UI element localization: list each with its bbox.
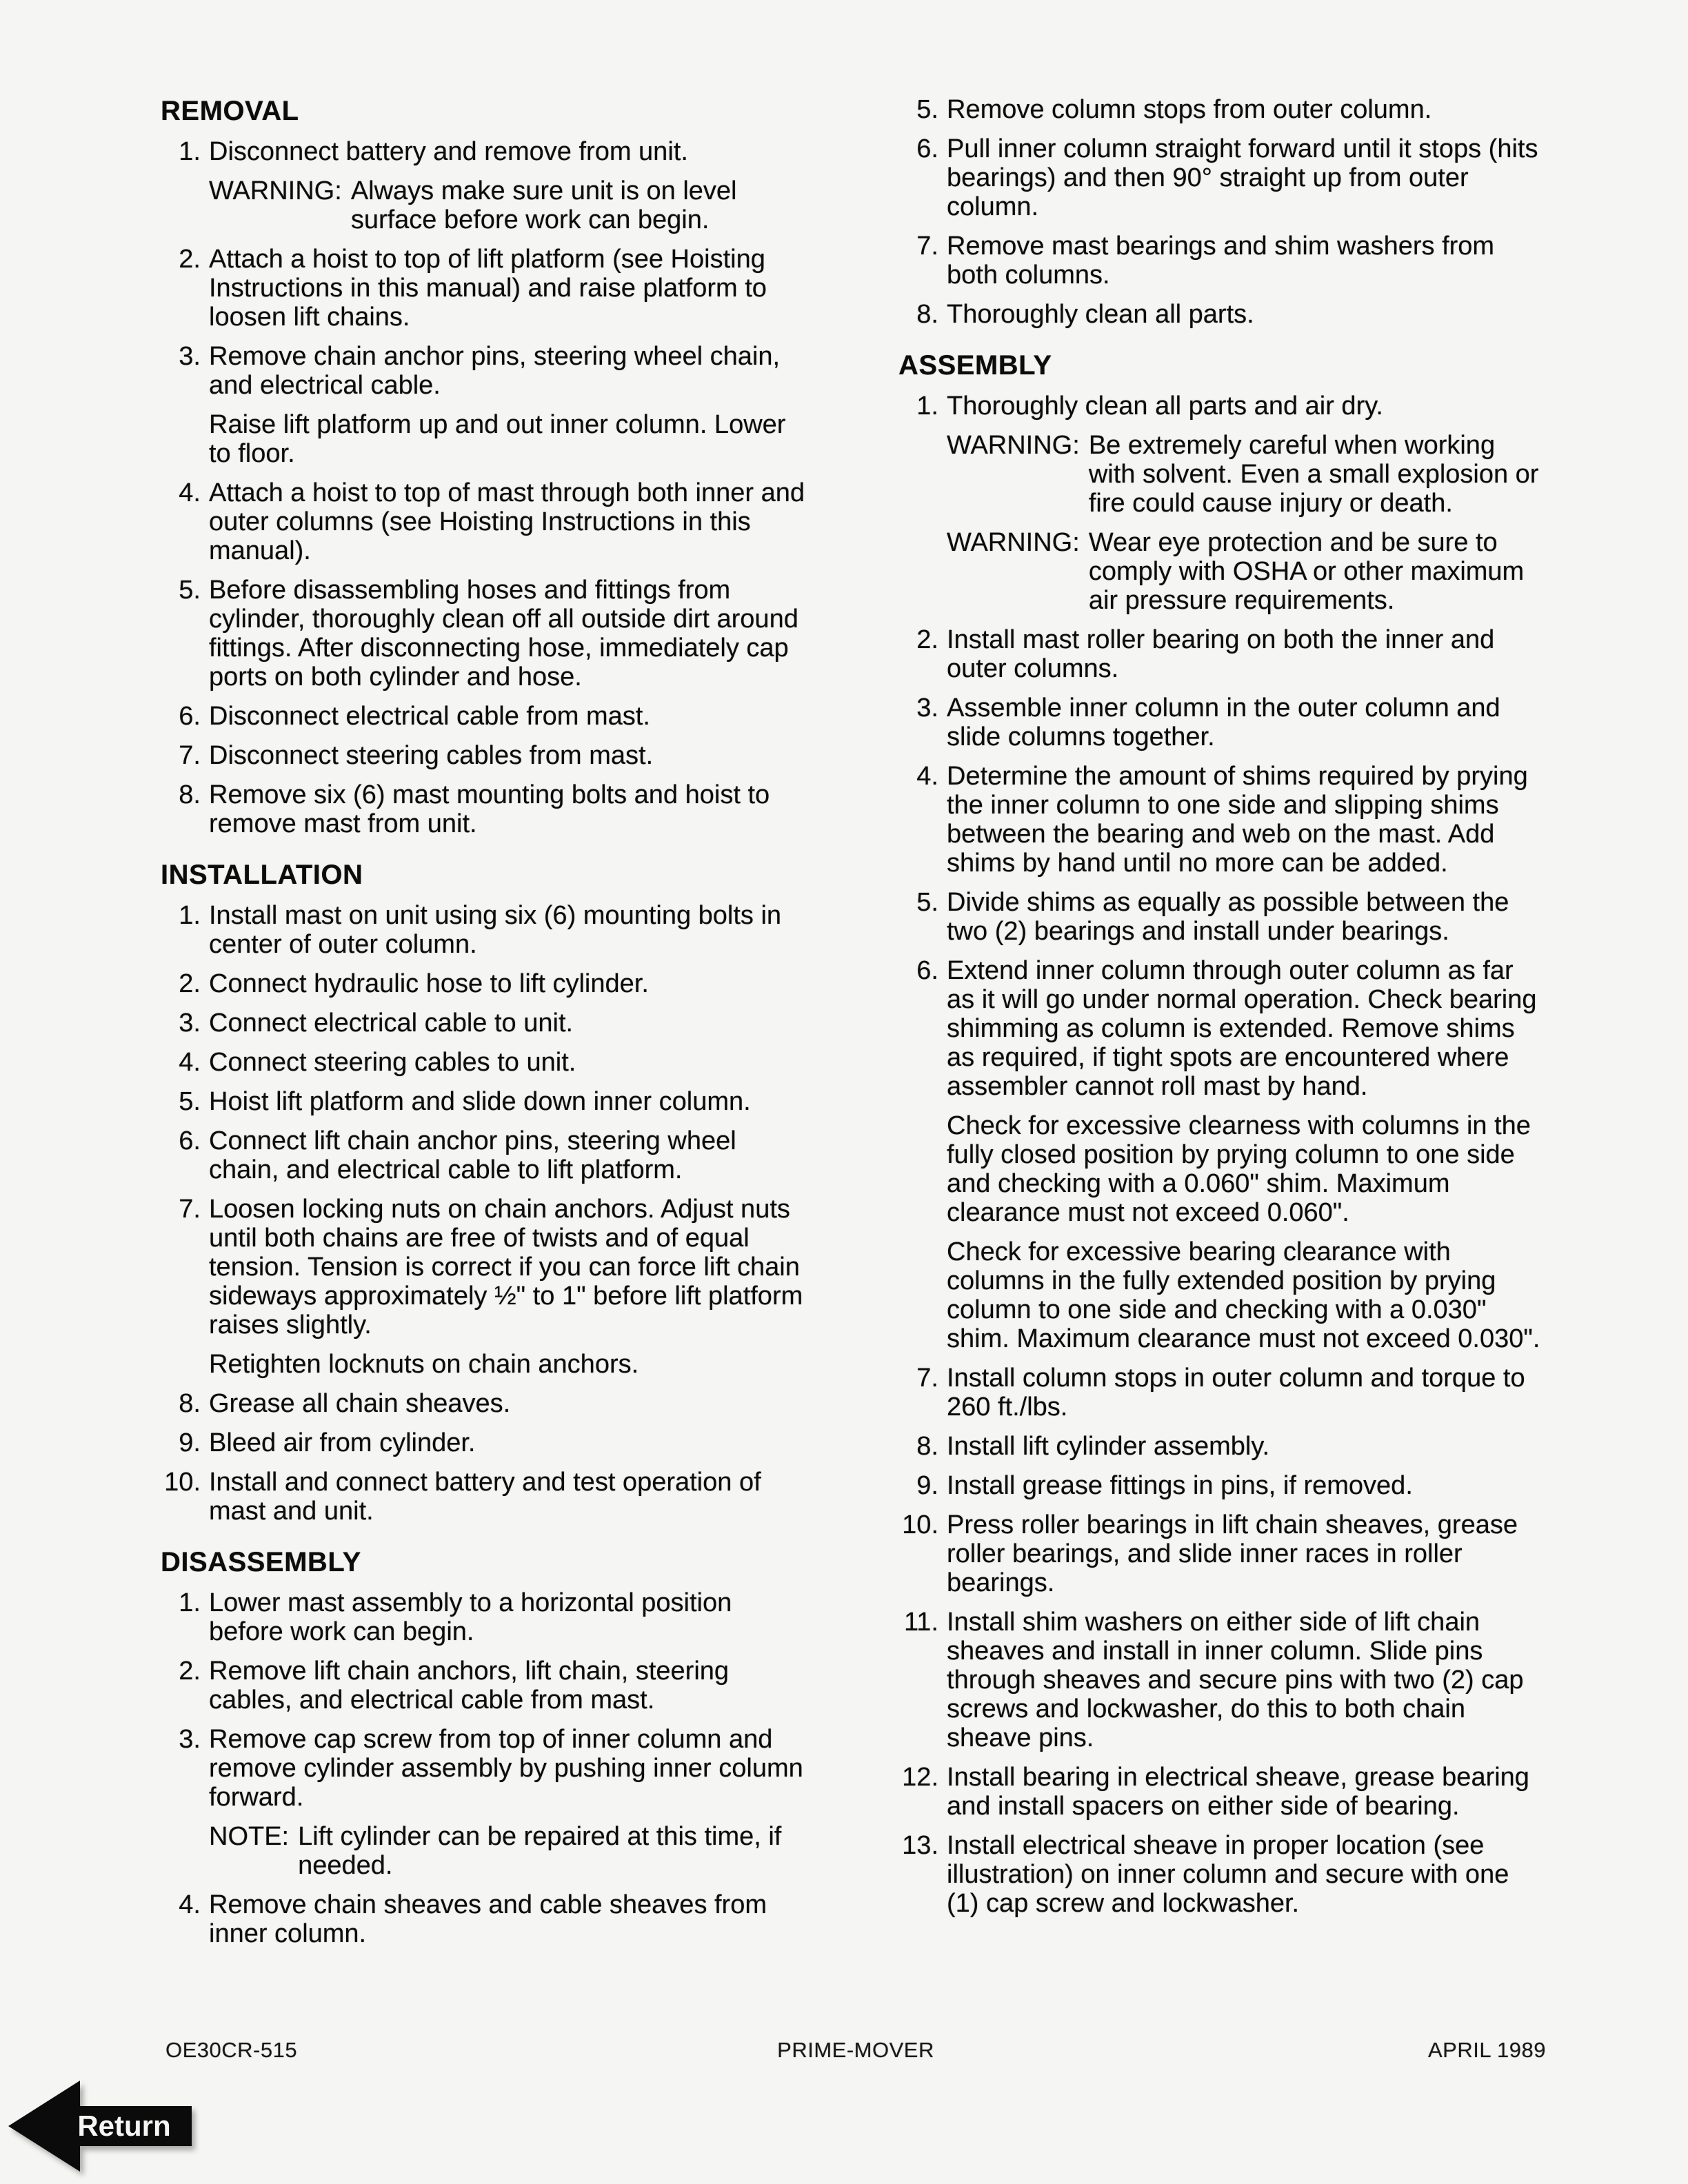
left-column: [161, 95, 810, 1948]
item-number: 1.: [916, 392, 938, 421]
item-number: 4.: [179, 478, 201, 507]
list-item: [161, 741, 810, 770]
list-item: [161, 702, 810, 731]
list-item: [161, 780, 810, 838]
item-number: 10.: [164, 1468, 201, 1497]
item-number: 9.: [916, 1471, 938, 1500]
footer-date: APRIL 1989: [1427, 2038, 1546, 2062]
item-number: 1.: [179, 137, 201, 166]
item-number: 5.: [916, 95, 938, 124]
item-number: 6.: [179, 1126, 201, 1155]
list-item: [898, 1510, 1548, 1597]
block-label: WARNING:: [947, 431, 1080, 460]
item-text: Remove column stops from outer column.: [947, 95, 1432, 124]
return-button[interactable]: [8, 2081, 193, 2173]
list-item: [161, 1725, 810, 1812]
list-item: [161, 1428, 810, 1457]
section-heading-disassembly: DISASSEMBLY: [161, 1547, 361, 1577]
list-item: [161, 1468, 810, 1526]
list-item: [161, 576, 810, 691]
return-button-label: Return: [57, 2106, 192, 2146]
item-text: Disconnect battery and remove from unit.: [209, 137, 688, 166]
item-number: 3.: [916, 694, 938, 722]
item-text: Grease all chain sheaves.: [209, 1389, 511, 1418]
page-footer: [165, 2038, 1546, 2063]
item-number: 8.: [179, 1389, 201, 1418]
list-item: [161, 342, 810, 400]
item-number: 9.: [179, 1428, 201, 1457]
item-text: Disconnect steering cables from mast.: [209, 741, 654, 770]
list-item: [898, 134, 1548, 221]
item-text: Remove chain anchor pins, steering wheel chain, and electrical cable.: [209, 342, 781, 400]
item-number: 2.: [179, 1657, 201, 1686]
block-text: Lift cylinder can be repaired at this time, if needed.: [298, 1822, 782, 1880]
list-item: [161, 245, 810, 332]
item-number: 2.: [179, 969, 201, 998]
item-text: Install lift cylinder assembly.: [947, 1432, 1270, 1461]
list-item: [161, 901, 810, 959]
item-text: Determine the amount of shims required by prying the inner column to one side and slipping shims between the bearing and web on the mast. Add shims by hand until no more can be added.: [947, 762, 1528, 878]
item-text: Remove lift chain anchors, lift chain, steering cables, and electrical cable from mast.: [209, 1657, 730, 1715]
item-text: Divide shims as equally as possible between the two (2) bearings and install under bearings.: [947, 888, 1509, 946]
item-number: 6.: [916, 956, 938, 985]
right-column: [898, 95, 1548, 1948]
list-item: [898, 956, 1548, 1101]
item-text: Connect electrical cable to unit.: [209, 1009, 574, 1038]
item-text: Install bearing in electrical sheave, grease bearing and install spacers on either side of bearing.: [947, 1763, 1529, 1821]
item-number: 2.: [916, 625, 938, 654]
item-number: 4.: [179, 1048, 201, 1077]
section-heading-installation: INSTALLATION: [161, 860, 363, 890]
paragraph: Check for excessive bearing clearance with columns in the fully extended position by prying column to one side and checking with a 0.030" shim. Maximum clearance must not exceed 0.030".: [947, 1237, 1540, 1353]
list-item: [161, 1087, 810, 1116]
item-number: 11.: [903, 1608, 938, 1637]
item-number: 5.: [916, 888, 938, 917]
item-text: Bleed air from cylinder.: [209, 1428, 476, 1457]
paragraph: Check for excessive clearness with columns in the fully closed position by prying column to one side and checking with a 0.060" shim. Maximum clearance must not exceed 0.060".: [947, 1111, 1531, 1227]
list-item: [161, 478, 810, 565]
item-number: 7.: [916, 232, 938, 261]
note-block: [209, 1822, 810, 1880]
list-item: [898, 1608, 1548, 1752]
list-item: [161, 1657, 810, 1715]
item-number: 8.: [179, 780, 201, 809]
item-text: Loosen locking nuts on chain anchors. Adjust nuts until both chains are free of twists and of equal tension. Tension is correct if you can force lift chain sideways approximately ½" to 1" before lift platform raises slightly.: [209, 1195, 803, 1339]
item-text: Remove cap screw from top of inner column and remove cylinder assembly by pushing inner column forward.: [209, 1725, 803, 1812]
item-number: 7.: [179, 741, 201, 770]
item-text: Thoroughly clean all parts and air dry.: [947, 392, 1383, 421]
list-item: [898, 1471, 1548, 1500]
item-text: Install mast on unit using six (6) mounting bolts in center of outer column.: [209, 901, 782, 959]
item-number: 7.: [179, 1195, 201, 1224]
paragraph: Raise lift platform up and out inner column. Lower to floor.: [209, 410, 786, 468]
item-text: Connect hydraulic hose to lift cylinder.: [209, 969, 649, 998]
section-heading-assembly: ASSEMBLY: [898, 350, 1052, 381]
item-number: 8.: [916, 300, 938, 329]
item-text: Extend inner column through outer column as far as it will go under normal operation. Check bearing shimming as column is extended. Remove shims as required, if tight spots are encountered where assembler cannot roll mast by hand.: [947, 956, 1537, 1101]
list-item: [898, 232, 1548, 290]
list-item: [898, 625, 1548, 683]
list-item: [898, 1763, 1548, 1821]
warning-block: [947, 431, 1548, 518]
paragraph: Retighten locknuts on chain anchors.: [209, 1350, 639, 1379]
section-heading-removal: REMOVAL: [161, 96, 299, 126]
block-label: NOTE:: [209, 1822, 290, 1851]
footer-doc-number: OE30CR-515: [165, 2038, 298, 2062]
item-number: 8.: [916, 1432, 938, 1461]
item-number: 3.: [179, 1009, 201, 1038]
list-item: [161, 1126, 810, 1184]
list-item: [898, 1831, 1548, 1918]
item-number: 3.: [179, 1725, 201, 1754]
item-text: Install and connect battery and test operation of mast and unit.: [209, 1468, 761, 1526]
list-item: [898, 762, 1548, 878]
list-item: [898, 888, 1548, 946]
page-columns: [161, 95, 1548, 1948]
item-text: Install column stops in outer column and torque to 260 ft./lbs.: [947, 1364, 1525, 1422]
item-text: Install electrical sheave in proper location (see illustration) on inner column and secure with one (1) cap screw and lockwasher.: [947, 1831, 1509, 1918]
item-number: 13.: [902, 1831, 938, 1860]
item-number: 5.: [179, 1087, 201, 1116]
item-number: 5.: [179, 576, 201, 605]
item-number: 1.: [179, 1588, 201, 1617]
block-text: Be extremely careful when working with solvent. Even a small explosion or fire could cause injury or death.: [1088, 431, 1539, 518]
item-text: Connect lift chain anchor pins, steering wheel chain, and electrical cable to lift platform.: [209, 1126, 736, 1184]
footer-publication: PRIME-MOVER: [777, 2038, 934, 2062]
item-number: 6.: [916, 134, 938, 163]
list-item: [898, 694, 1548, 751]
item-text: Lower mast assembly to a horizontal position before work can begin.: [209, 1588, 732, 1646]
list-item: [161, 1009, 810, 1038]
item-number: 2.: [179, 245, 201, 274]
item-text: Connect steering cables to unit.: [209, 1048, 576, 1077]
list-item: [898, 95, 1548, 124]
item-text: Install grease fittings in pins, if removed.: [947, 1471, 1413, 1500]
warning-block: [947, 528, 1548, 615]
item-text: Disconnect electrical cable from mast.: [209, 702, 650, 731]
item-text: Press roller bearings in lift chain sheaves, grease roller bearings, and slide inner races in roller bearings.: [947, 1510, 1518, 1597]
list-item: [161, 969, 810, 998]
list-item: [898, 300, 1548, 329]
item-text: Remove mast bearings and shim washers from both columns.: [947, 232, 1495, 290]
item-text: Attach a hoist to top of lift platform (see Hoisting Instructions in this manual) and raise platform to loosen lift chains.: [209, 245, 767, 332]
item-text: Install shim washers on either side of lift chain sheaves and install in inner column. Slide pins through sheaves and secure pins with two (2) cap screws and lockwasher, do this to both chain sheave pins.: [947, 1608, 1524, 1752]
item-text: Thoroughly clean all parts.: [947, 300, 1254, 329]
block-text: Always make sure unit is on level surface before work can begin.: [350, 176, 737, 234]
item-number: 12.: [902, 1763, 938, 1792]
list-item: [161, 1588, 810, 1646]
block-label: WARNING:: [947, 528, 1080, 557]
warning-block: [209, 176, 810, 234]
item-number: 7.: [916, 1364, 938, 1393]
item-number: 6.: [179, 702, 201, 731]
block-text: Wear eye protection and be sure to comply with OSHA or other maximum air pressure requirements.: [1088, 528, 1525, 615]
list-item: [161, 1890, 810, 1948]
item-text: Remove chain sheaves and cable sheaves from inner column.: [209, 1890, 767, 1948]
list-item: [161, 1389, 810, 1418]
list-item: [161, 137, 810, 166]
list-item: [161, 1048, 810, 1077]
item-text: Hoist lift platform and slide down inner column.: [209, 1087, 751, 1116]
list-item: [898, 392, 1548, 421]
item-text: Before disassembling hoses and fittings from cylinder, thoroughly clean off all outside dirt around fittings. After disconnecting hose, immediately cap ports on both cylinder and hose.: [209, 576, 798, 691]
item-number: 4.: [179, 1890, 201, 1919]
list-item: [898, 1364, 1548, 1422]
item-text: Remove six (6) mast mounting bolts and hoist to remove mast from unit.: [209, 780, 770, 838]
list-item: [161, 1195, 810, 1339]
item-number: 3.: [179, 342, 201, 371]
list-item: [898, 1432, 1548, 1461]
item-text: Assemble inner column in the outer column and slide columns together.: [947, 694, 1500, 751]
block-label: WARNING:: [209, 176, 342, 205]
item-text: Install mast roller bearing on both the inner and outer columns.: [947, 625, 1495, 683]
item-number: 1.: [179, 901, 201, 930]
item-number: 4.: [916, 762, 938, 791]
item-text: Attach a hoist to top of mast through both inner and outer columns (see Hoisting Instructions in this manual).: [209, 478, 805, 565]
item-number: 10.: [902, 1510, 938, 1539]
item-text: Pull inner column straight forward until it stops (hits bearings) and then 90° straight up from outer column.: [947, 134, 1538, 221]
